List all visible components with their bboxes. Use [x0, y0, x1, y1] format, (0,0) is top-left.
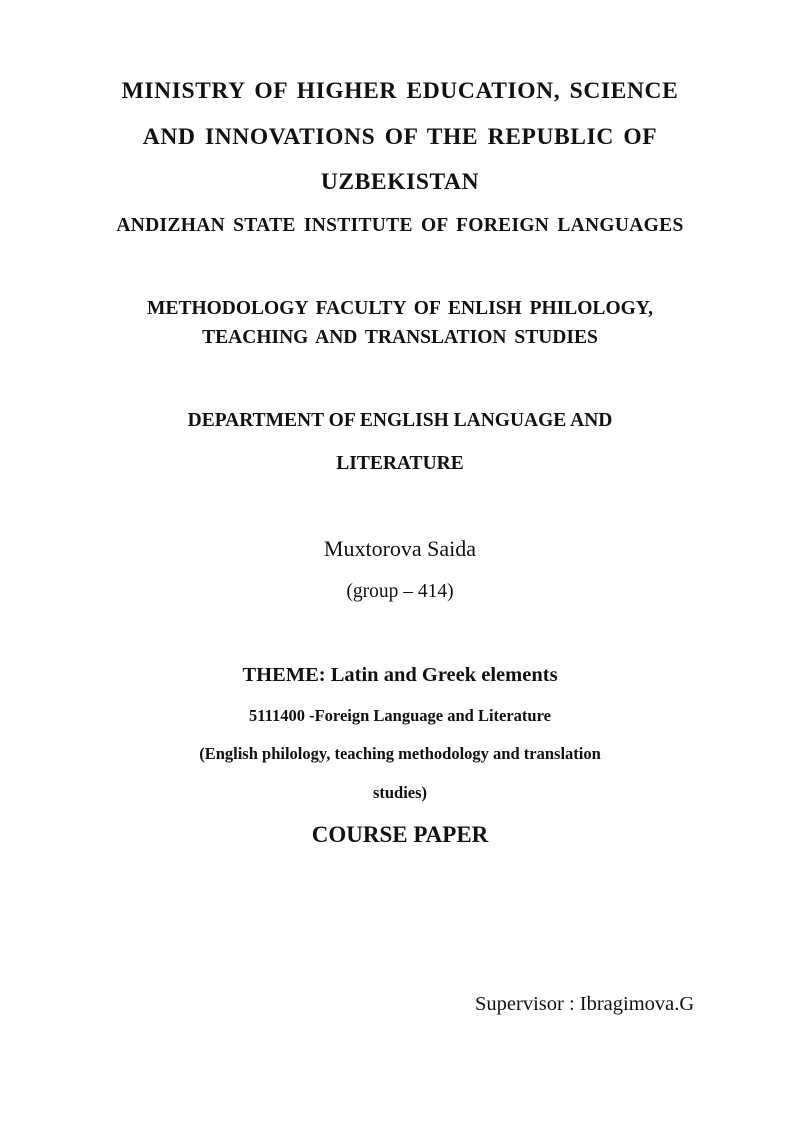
ministry-line-3: UZBEKISTAN [320, 169, 480, 195]
ministry-line-1: MINISTRY OF HIGHER EDUCATION, SCIENCE [121, 78, 679, 104]
specialty-description-line-2: studies) [372, 783, 428, 802]
supervisor-line: Supervisor : Ibragimova.G [475, 993, 695, 1015]
student-group: (group – 414) [346, 581, 454, 602]
ministry-line-2: AND INNOVATIONS OF THE REPUBLIC OF [142, 124, 658, 150]
work-type-title: COURSE PAPER [311, 822, 489, 847]
faculty-line-1: METHODOLOGY FACULTY OF ENLISH PHILOLOGY, [147, 298, 653, 319]
department-line-2: LITERATURE [336, 453, 464, 474]
faculty-line-2: TEACHING AND TRANSLATION STUDIES [202, 327, 598, 348]
specialty-code: 5111400 -Foreign Language and Literature [249, 706, 551, 725]
institute-name: ANDIZHAN STATE INSTITUTE OF FOREIGN LANGUAGES [116, 215, 684, 236]
student-name: Muxtorova Saida [323, 536, 477, 561]
theme-title: THEME: Latin and Greek elements [242, 664, 558, 686]
specialty-description-line-1: (English philology, teaching methodology and translation [199, 744, 601, 763]
department-line-1: DEPARTMENT OF ENGLISH LANGUAGE AND [187, 410, 613, 431]
